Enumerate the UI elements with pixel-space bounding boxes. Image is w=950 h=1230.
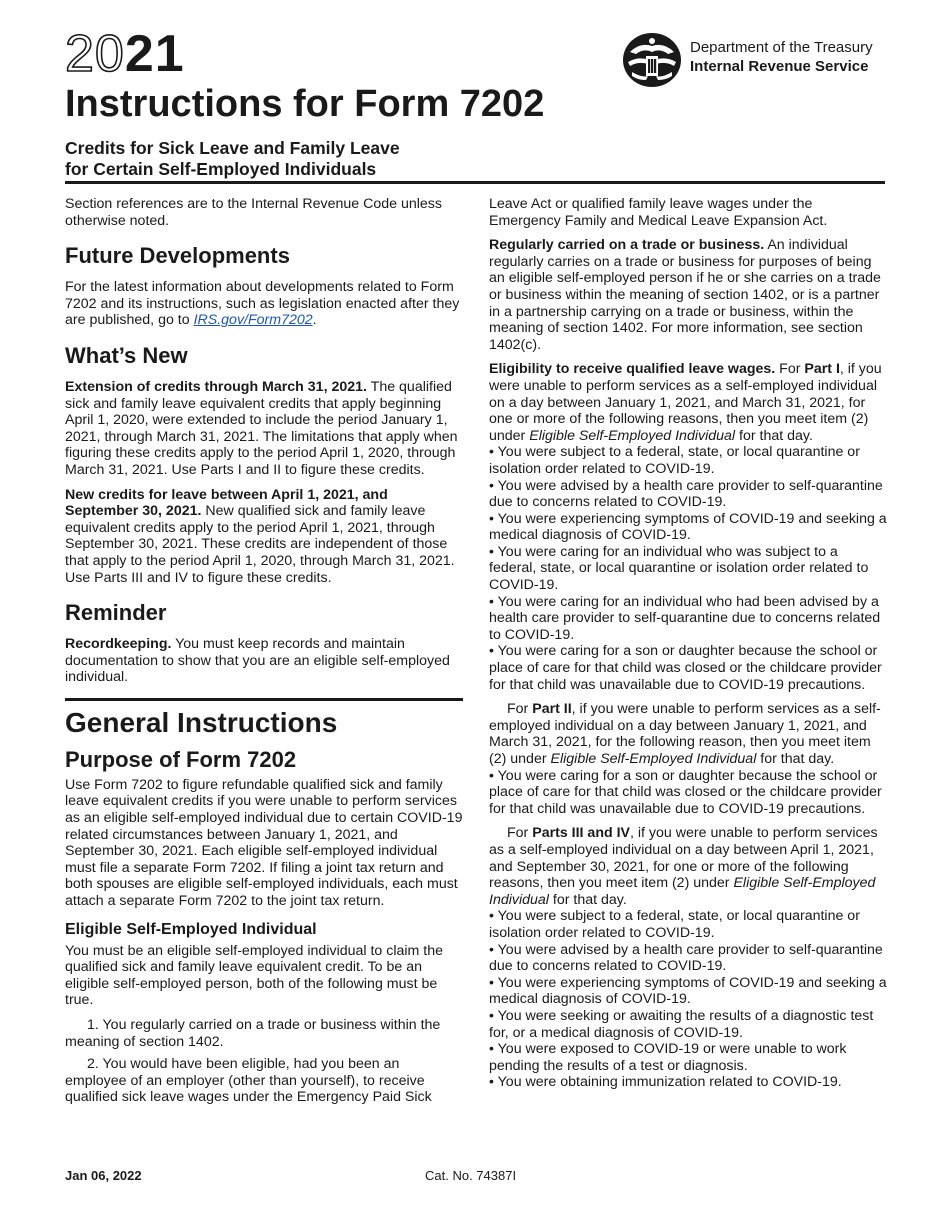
whats-new-heading: What’s New [65,342,188,368]
part2-italic: Eligible Self-Employed Individual [550,751,757,767]
agency-text [690,38,873,76]
part34-end: for that day. [548,891,627,908]
eligible-item-2: 2. You would have been eligible, had you been an employee of an employer (other than yourself), to receive qualified sick leave wages under the Emergency Paid Sick [65,1056,432,1106]
agency-block [622,32,892,88]
part2-end: for that day. [756,751,835,767]
agency-name: Internal Revenue Service [690,58,869,75]
list-item: • You were experiencing symptoms of COVID-19 and seeking a medical diagnosis of COVID-19. [489,974,887,1008]
subtitle-line-1: Credits for Sick Leave and Family Leave [65,138,400,158]
bullet-list-part34 [489,908,887,1091]
reminder-heading: Reminder [65,600,167,626]
regularly-paragraph [489,237,887,353]
part34-italic: Eligible Self-Employed Individual [489,875,876,908]
purpose-text: Use Form 7202 to figure refundable qualified sick and family leave equivalent credits if you were unable to perform services as an eligible self-employed individual due to certain COVID-19 related circumstances between January 1, 2021, and September 30, 2021. Each eligible self-employed individual must file a separate Form 7202. If filing a joint tax return and both spouses are eligible self-employed individuals, each must attach a separate Form 7202 to the joint tax return. [65,776,463,910]
new-credits-paragraph [65,487,463,587]
part34-pre: For [507,825,533,842]
eligibility-italic: Eligible Self-Employed Individual [529,427,736,444]
eligibility-paragraph [489,361,887,444]
eligibility-lead: Eligibility to receive qualified leave wages. [489,361,776,378]
list-item: • You were exposed to COVID-19 or were unable to work pending the results of a test or diagnosis. [489,1041,847,1074]
eligibility-part: Part I [804,361,840,378]
header-divider [65,181,885,184]
irs-eagle-logo-icon [622,32,682,88]
bullet-list-part1 [489,444,887,693]
page-title: Instructions for Form 7202 [65,83,545,125]
list-item: • You were caring for an individual who was subject to a federal, state, or local quarantine or isolation order related to COVID-19. [489,543,869,594]
part2-paragraph [489,701,887,767]
continued-text: Leave Act or qualified family leave wages under the Emergency Family and Medical Leave Expansion Act. [489,196,828,229]
eligibility-end: for that day. [735,427,813,444]
irs-form-link[interactable]: IRS.gov/Form7202 [193,312,313,329]
year-solid: 21 [124,25,185,83]
recordkeeping-text: You must keep records and maintain documentation to show that you are an eligible self-employed individual. [65,636,450,686]
part34-part: Parts III and IV [532,825,631,842]
eligibility-pre: For [775,361,805,378]
part34-text: , if you were unable to perform services as a self-employed individual on a day between April 1, 2021, and September 30, 2021, for one or more of the following reasons, then you meet item (2) under [489,825,878,892]
recordkeeping-lead: Recordkeeping. [65,636,172,653]
regularly-lead: Regularly carried on a trade or business. [489,237,765,254]
part2-text: , if you were unable to perform services as a self-employed individual on a day between January 1, 2021, and March 31, 2021, for the following reason, then you meet item (2) under [489,701,881,767]
list-item: • You were caring for an individual who had been advised by a health care provider to self-quarantine due to concerns related to COVID-19. [489,593,881,643]
section-divider [65,698,463,701]
general-instructions-heading: General Instructions [65,706,338,738]
extension-paragraph [65,379,463,479]
purpose-heading: Purpose of Form 7202 [65,746,297,772]
form-year [65,25,185,83]
list-item: • You were subject to a federal, state, or local quarantine or isolation order related to COVID-19. [489,908,860,941]
eligible-heading: Eligible Self-Employed Individual [65,920,317,938]
eligible-item-1: 1. You regularly carried on a trade or business within the meaning of section 1402. [65,1017,441,1050]
new-credits-lead: New credits for leave between April 1, 2021, and September 30, 2021. [65,486,388,520]
list-item: • You were obtaining immunization related to COVID-19. [489,1074,842,1091]
part34-paragraph [489,825,887,908]
eligible-text: You must be an eligible self-employed individual to claim the qualified sick and family leave equivalent credit. To be an eligible self-employed person, both of the following must be true. [65,942,444,1009]
year-outline: 20 [65,25,125,83]
recordkeeping-paragraph [65,636,463,686]
list-item: • You were experiencing symptoms of COVID-19 and seeking a medical diagnosis of COVID-19. [489,510,887,544]
list-item: • You were advised by a health care provider to self-quarantine due to concerns related to COVID-19. [489,477,883,511]
subtitle-line-2: for Certain Self-Employed Individuals [65,159,377,179]
part2-part: Part II [532,701,572,718]
extension-lead: Extension of credits through March 31, 2021. [65,378,367,395]
part2-pre: For [507,701,533,718]
page-subtitle [65,138,525,180]
future-developments-heading: Future Developments [65,243,290,269]
footer-date: Jan 06, 2022 [65,1168,142,1183]
future-text: For the latest information about developments related to Form 7202 and its instructions, such as legislation enacted after they are published, go to [65,279,460,329]
left-column [65,196,463,1112]
future-end: . [312,312,317,329]
footer-catalog-number: Cat. No. 74387I [425,1168,517,1183]
right-column [489,196,887,1091]
list-item: • You were seeking or awaiting the results of a diagnostic test for, or a medical diagnosis of COVID-19. [489,1007,874,1041]
list-item: • You were caring for a son or daughter because the school or place of care for that child was closed or the childcare provider for that child was unavailable due to COVID-19 precautions. [489,767,882,817]
list-item: • You were advised by a health care provider to self-quarantine due to concerns related to COVID-19. [489,941,883,975]
future-developments-text [65,279,463,329]
eligibility-text: , if you were unable to perform services as a self-employed individual on a day between January 1, 2021, and March 31, 2021, for one or more of the following reasons, then you meet item (2) under [489,361,882,444]
list-item: • You were subject to a federal, state, or local quarantine or isolation order related to COVID-19. [489,444,860,477]
intro-text: Section references are to the Internal Revenue Code unless otherwise noted. [65,196,442,229]
new-credits-text: New qualified sick and family leave equivalent credits apply to the period April 1, 2021, through September 30, 2021. These credits are independent of those that apply to the period April 1, 2020, through March 31, 2021. Use Parts III and IV to figure these credits. [65,503,455,586]
list-item: • You were caring for a son or daughter because the school or place of care for that child was closed or the childcare provider for that child was unavailable due to COVID-19 precautions. [489,643,882,693]
regularly-text: An individual regularly carries on a trade or business for purposes of being an eligible self-employed person if he or she carries on a trade or business within the meaning of section 1402, or is a partner in a partnership carrying on a trade or business, within the meaning of section 1402. For more information, see section 1402(c). [489,237,881,353]
extension-text: The qualified sick and family leave equivalent credits that apply beginning April 1, 2020, were extended to include the period January 1, 2021, through March 31, 2021. The limitations that apply when figuring these credits apply to the period April 1, 2020, through March 31, 2021. Use Parts I and II to figure these credits. [65,378,458,478]
agency-department: Department of the Treasury [690,39,873,56]
